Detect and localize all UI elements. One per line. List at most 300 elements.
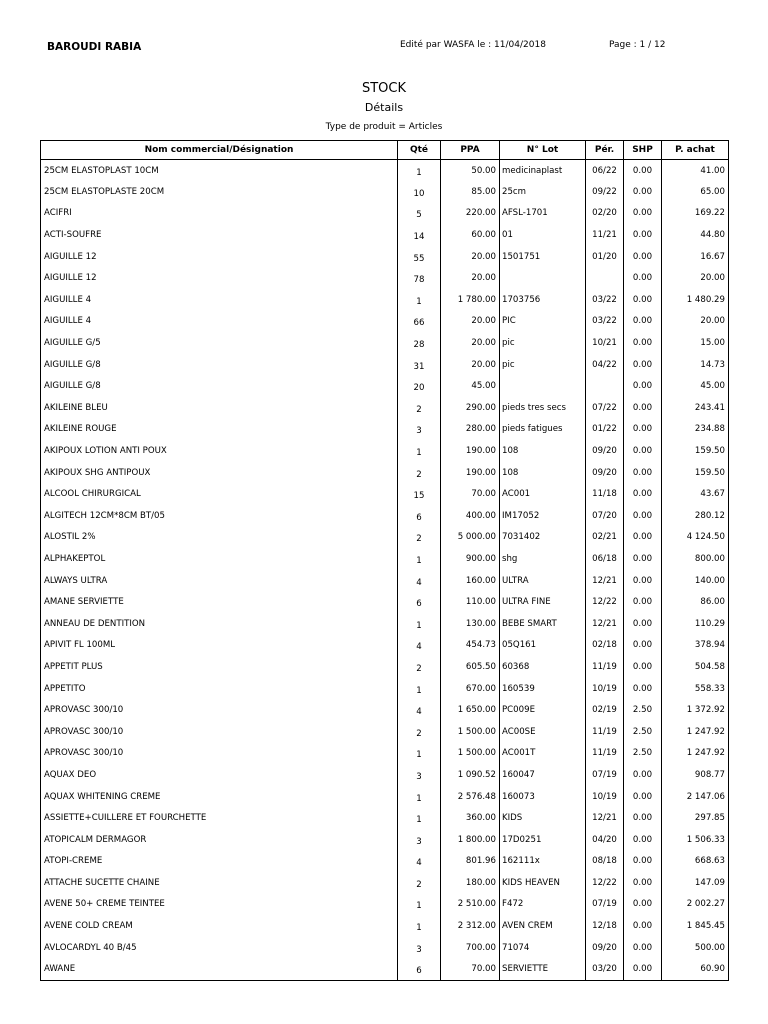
cell-lot: 1703756 (500, 289, 586, 311)
cell-name: AMANE SERVIETTE (41, 591, 398, 613)
cell-qte: 55 (398, 246, 441, 268)
cell-shp: 0.00 (624, 440, 662, 462)
cell-pachat: 2 002.27 (662, 894, 729, 916)
col-header-per: Pér. (586, 141, 624, 160)
table-row (41, 311, 729, 333)
table-row (41, 462, 729, 484)
table-row (41, 764, 729, 786)
cell-ppa: 400.00 (441, 505, 500, 527)
cell-ppa: 130.00 (441, 613, 500, 635)
cell-ppa: 220.00 (441, 203, 500, 225)
cell-ppa: 1 090.52 (441, 764, 500, 786)
table-row (41, 203, 729, 225)
col-header-pachat: P. achat (662, 141, 729, 160)
cell-ppa: 5 000.00 (441, 527, 500, 549)
cell-per: 12/21 (586, 807, 624, 829)
cell-per: 07/20 (586, 505, 624, 527)
cell-ppa: 1 800.00 (441, 829, 500, 851)
cell-per: 04/22 (586, 354, 624, 376)
table-row (41, 267, 729, 289)
table-row (41, 181, 729, 203)
cell-lot: pic (500, 354, 586, 376)
table-row (41, 872, 729, 894)
cell-qte: 20 (398, 375, 441, 397)
cell-qte: 78 (398, 267, 441, 289)
table-row (41, 375, 729, 397)
cell-per: 06/22 (586, 160, 624, 182)
cell-ppa: 1 500.00 (441, 743, 500, 765)
col-header-lot: N° Lot (500, 141, 586, 160)
cell-shp: 0.00 (624, 570, 662, 592)
cell-name: APROVASC 300/10 (41, 721, 398, 743)
cell-pachat: 500.00 (662, 937, 729, 959)
cell-per: 09/20 (586, 462, 624, 484)
cell-per: 10/21 (586, 332, 624, 354)
cell-per: 11/19 (586, 656, 624, 678)
cell-name: APPETITO (41, 678, 398, 700)
table-row (41, 829, 729, 851)
cell-ppa: 190.00 (441, 462, 500, 484)
cell-qte: 3 (398, 829, 441, 851)
cell-ppa: 20.00 (441, 311, 500, 333)
cell-shp: 0.00 (624, 267, 662, 289)
cell-name: ANNEAU DE DENTITION (41, 613, 398, 635)
table-row (41, 721, 729, 743)
cell-pachat: 159.50 (662, 440, 729, 462)
cell-shp: 0.00 (624, 591, 662, 613)
cell-pachat: 16.67 (662, 246, 729, 268)
cell-ppa: 700.00 (441, 937, 500, 959)
cell-shp: 0.00 (624, 397, 662, 419)
cell-lot: ULTRA FINE (500, 591, 586, 613)
cell-name: ASSIETTE+CUILLERE ET FOURCHETTE (41, 807, 398, 829)
cell-per: 06/18 (586, 548, 624, 570)
cell-per (586, 375, 624, 397)
cell-qte: 15 (398, 483, 441, 505)
cell-name: AQUAX DEO (41, 764, 398, 786)
cell-shp: 0.00 (624, 246, 662, 268)
cell-ppa: 1 500.00 (441, 721, 500, 743)
cell-name: AKILEINE BLEU (41, 397, 398, 419)
cell-per: 07/19 (586, 764, 624, 786)
cell-name: AKIPOUX LOTION ANTI POUX (41, 440, 398, 462)
table-row (41, 807, 729, 829)
cell-qte: 1 (398, 548, 441, 570)
cell-qte: 2 (398, 462, 441, 484)
cell-shp: 0.00 (624, 203, 662, 225)
cell-ppa: 290.00 (441, 397, 500, 419)
cell-name: APROVASC 300/10 (41, 699, 398, 721)
cell-name: AKIPOUX SHG ANTIPOUX (41, 462, 398, 484)
cell-shp: 0.00 (624, 181, 662, 203)
table-row (41, 851, 729, 873)
cell-name: ALPHAKEPTOL (41, 548, 398, 570)
cell-qte: 6 (398, 958, 441, 980)
cell-ppa: 160.00 (441, 570, 500, 592)
cell-pachat: 86.00 (662, 591, 729, 613)
cell-ppa: 20.00 (441, 332, 500, 354)
cell-ppa: 900.00 (441, 548, 500, 570)
cell-shp: 0.00 (624, 851, 662, 873)
cell-lot: medicinaplast (500, 160, 586, 182)
cell-per: 01/22 (586, 419, 624, 441)
cell-ppa: 2 312.00 (441, 915, 500, 937)
cell-lot: KIDS HEAVEN (500, 872, 586, 894)
cell-ppa: 190.00 (441, 440, 500, 462)
cell-shp: 0.00 (624, 872, 662, 894)
cell-pachat: 668.63 (662, 851, 729, 873)
cell-lot: BEBE SMART (500, 613, 586, 635)
cell-shp: 0.00 (624, 505, 662, 527)
cell-shp: 0.00 (624, 462, 662, 484)
cell-per: 11/18 (586, 483, 624, 505)
cell-shp: 2.50 (624, 721, 662, 743)
cell-name: AIGUILLE 4 (41, 289, 398, 311)
cell-qte: 2 (398, 527, 441, 549)
cell-ppa: 50.00 (441, 160, 500, 182)
cell-shp: 0.00 (624, 807, 662, 829)
cell-pachat: 45.00 (662, 375, 729, 397)
cell-qte: 1 (398, 786, 441, 808)
cell-name: ACTI-SOUFRE (41, 224, 398, 246)
cell-qte: 3 (398, 764, 441, 786)
cell-pachat: 14.73 (662, 354, 729, 376)
cell-ppa: 801.96 (441, 851, 500, 873)
cell-qte: 1 (398, 894, 441, 916)
table-row (41, 354, 729, 376)
cell-pachat: 1 506.33 (662, 829, 729, 851)
cell-lot: 7031402 (500, 527, 586, 549)
table-row (41, 613, 729, 635)
cell-shp: 0.00 (624, 311, 662, 333)
cell-pachat: 20.00 (662, 311, 729, 333)
cell-lot: 25cm (500, 181, 586, 203)
cell-per: 08/18 (586, 851, 624, 873)
cell-pachat: 234.88 (662, 419, 729, 441)
cell-qte: 1 (398, 160, 441, 182)
cell-lot: 1501751 (500, 246, 586, 268)
table-row (41, 419, 729, 441)
table-row (41, 915, 729, 937)
table-row (41, 937, 729, 959)
cell-pachat: 1 372.92 (662, 699, 729, 721)
cell-name: AIGUILLE 4 (41, 311, 398, 333)
cell-ppa: 180.00 (441, 872, 500, 894)
cell-ppa: 1 780.00 (441, 289, 500, 311)
cell-lot: F472 (500, 894, 586, 916)
cell-per: 02/21 (586, 527, 624, 549)
cell-qte: 4 (398, 851, 441, 873)
cell-ppa: 60.00 (441, 224, 500, 246)
cell-name: 25CM ELASTOPLASTE 20CM (41, 181, 398, 203)
cell-qte: 2 (398, 656, 441, 678)
cell-shp: 0.00 (624, 375, 662, 397)
cell-name: AVENE 50+ CREME TEINTEE (41, 894, 398, 916)
cell-shp: 0.00 (624, 224, 662, 246)
cell-lot: AC001T (500, 743, 586, 765)
cell-pachat: 280.12 (662, 505, 729, 527)
cell-lot: 01 (500, 224, 586, 246)
cell-ppa: 605.50 (441, 656, 500, 678)
cell-lot: 160047 (500, 764, 586, 786)
cell-shp: 0.00 (624, 915, 662, 937)
cell-shp: 0.00 (624, 419, 662, 441)
cell-lot: 60368 (500, 656, 586, 678)
cell-pachat: 4 124.50 (662, 527, 729, 549)
cell-name: ALOSTIL 2% (41, 527, 398, 549)
cell-pachat: 2 147.06 (662, 786, 729, 808)
cell-lot: IM17052 (500, 505, 586, 527)
cell-pachat: 60.90 (662, 958, 729, 980)
col-header-shp: SHP (624, 141, 662, 160)
cell-shp: 0.00 (624, 160, 662, 182)
cell-ppa: 2 576.48 (441, 786, 500, 808)
cell-per: 03/22 (586, 289, 624, 311)
cell-per: 07/22 (586, 397, 624, 419)
cell-pachat: 243.41 (662, 397, 729, 419)
table-row (41, 160, 729, 182)
cell-pachat: 147.09 (662, 872, 729, 894)
cell-shp: 0.00 (624, 786, 662, 808)
cell-name: AIGUILLE G/8 (41, 354, 398, 376)
cell-shp: 0.00 (624, 894, 662, 916)
cell-pachat: 1 247.92 (662, 743, 729, 765)
cell-ppa: 20.00 (441, 267, 500, 289)
cell-qte: 5 (398, 203, 441, 225)
cell-lot: pieds fatigues (500, 419, 586, 441)
cell-per: 04/20 (586, 829, 624, 851)
cell-qte: 3 (398, 937, 441, 959)
cell-lot: 108 (500, 462, 586, 484)
cell-qte: 1 (398, 743, 441, 765)
table-row (41, 678, 729, 700)
cell-shp: 0.00 (624, 354, 662, 376)
cell-lot: AVEN CREM (500, 915, 586, 937)
cell-lot: AC001 (500, 483, 586, 505)
cell-ppa: 85.00 (441, 181, 500, 203)
cell-pachat: 1 247.92 (662, 721, 729, 743)
cell-lot: SERVIETTE (500, 958, 586, 980)
cell-pachat: 110.29 (662, 613, 729, 635)
cell-pachat: 297.85 (662, 807, 729, 829)
cell-ppa: 110.00 (441, 591, 500, 613)
cell-name: AKILEINE ROUGE (41, 419, 398, 441)
cell-name: AIGUILLE G/5 (41, 332, 398, 354)
report-filter: Type de produit = Articles (325, 122, 443, 132)
report-subtitle: Détails (364, 101, 404, 114)
cell-lot: 162111x (500, 851, 586, 873)
cell-per: 10/19 (586, 678, 624, 700)
col-header-qte: Qté (398, 141, 441, 160)
cell-qte: 1 (398, 613, 441, 635)
cell-qte: 1 (398, 678, 441, 700)
cell-pachat: 65.00 (662, 181, 729, 203)
table-row (41, 656, 729, 678)
cell-pachat: 20.00 (662, 267, 729, 289)
col-header-name: Nom commercial/Désignation (41, 141, 398, 160)
table-row (41, 440, 729, 462)
cell-ppa: 45.00 (441, 375, 500, 397)
cell-qte: 1 (398, 440, 441, 462)
cell-ppa: 70.00 (441, 483, 500, 505)
cell-qte: 6 (398, 505, 441, 527)
table-row (41, 397, 729, 419)
cell-per: 12/22 (586, 591, 624, 613)
cell-per: 01/20 (586, 246, 624, 268)
cell-shp: 0.00 (624, 483, 662, 505)
cell-qte: 4 (398, 635, 441, 657)
cell-pachat: 378.94 (662, 635, 729, 657)
cell-shp: 0.00 (624, 829, 662, 851)
cell-per: 12/21 (586, 570, 624, 592)
cell-lot: ULTRA (500, 570, 586, 592)
cell-qte: 2 (398, 721, 441, 743)
cell-name: ATOPI-CREME (41, 851, 398, 873)
cell-ppa: 1 650.00 (441, 699, 500, 721)
cell-ppa: 454.73 (441, 635, 500, 657)
cell-qte: 3 (398, 419, 441, 441)
cell-lot: 71074 (500, 937, 586, 959)
table-row (41, 505, 729, 527)
cell-shp: 0.00 (624, 289, 662, 311)
cell-per: 02/19 (586, 699, 624, 721)
cell-qte: 6 (398, 591, 441, 613)
table-row (41, 591, 729, 613)
cell-qte: 28 (398, 332, 441, 354)
cell-per: 02/20 (586, 203, 624, 225)
cell-lot: PC009E (500, 699, 586, 721)
cell-pachat: 15.00 (662, 332, 729, 354)
cell-lot: AC00SE (500, 721, 586, 743)
cell-qte: 66 (398, 311, 441, 333)
cell-shp: 0.00 (624, 613, 662, 635)
cell-pachat: 140.00 (662, 570, 729, 592)
cell-shp: 0.00 (624, 656, 662, 678)
table-row (41, 958, 729, 980)
cell-name: AIGUILLE G/8 (41, 375, 398, 397)
edited-by: Edité par WASFA le : 11/04/2018 (400, 40, 546, 50)
cell-lot: AFSL-1701 (500, 203, 586, 225)
cell-per: 12/18 (586, 915, 624, 937)
cell-name: 25CM ELASTOPLAST 10CM (41, 160, 398, 182)
cell-name: AVLOCARDYL 40 B/45 (41, 937, 398, 959)
cell-pachat: 1 845.45 (662, 915, 729, 937)
table-row (41, 570, 729, 592)
cell-lot: pieds tres secs (500, 397, 586, 419)
cell-name: APPETIT PLUS (41, 656, 398, 678)
cell-name: AIGUILLE 12 (41, 246, 398, 268)
cell-pachat: 44.80 (662, 224, 729, 246)
table-header-row (41, 141, 729, 160)
cell-qte: 1 (398, 915, 441, 937)
cell-lot: KIDS (500, 807, 586, 829)
cell-name: AIGUILLE 12 (41, 267, 398, 289)
cell-per: 09/20 (586, 440, 624, 462)
cell-name: ALWAYS ULTRA (41, 570, 398, 592)
cell-lot: 17D0251 (500, 829, 586, 851)
table-row (41, 548, 729, 570)
table-row (41, 635, 729, 657)
cell-per: 11/19 (586, 721, 624, 743)
cell-per: 12/21 (586, 613, 624, 635)
table-row (41, 894, 729, 916)
cell-name: ATTACHE SUCETTE CHAINE (41, 872, 398, 894)
table-row (41, 224, 729, 246)
cell-lot (500, 375, 586, 397)
cell-shp: 0.00 (624, 678, 662, 700)
cell-lot: 160073 (500, 786, 586, 808)
cell-name: ALCOOL CHIRURGICAL (41, 483, 398, 505)
cell-name: APROVASC 300/10 (41, 743, 398, 765)
cell-per: 10/19 (586, 786, 624, 808)
cell-pachat: 41.00 (662, 160, 729, 182)
cell-shp: 0.00 (624, 548, 662, 570)
cell-per: 02/18 (586, 635, 624, 657)
report-title: STOCK (361, 81, 407, 96)
cell-name: APIVIT FL 100ML (41, 635, 398, 657)
cell-per: 12/22 (586, 872, 624, 894)
cell-shp: 2.50 (624, 743, 662, 765)
cell-name: ALGITECH 12CM*8CM BT/05 (41, 505, 398, 527)
cell-per: 11/21 (586, 224, 624, 246)
cell-lot: 160539 (500, 678, 586, 700)
cell-ppa: 360.00 (441, 807, 500, 829)
cell-qte: 4 (398, 570, 441, 592)
table-row (41, 527, 729, 549)
table-row (41, 483, 729, 505)
cell-pachat: 43.67 (662, 483, 729, 505)
cell-pachat: 558.33 (662, 678, 729, 700)
cell-per: 07/19 (586, 894, 624, 916)
cell-ppa: 670.00 (441, 678, 500, 700)
cell-qte: 10 (398, 181, 441, 203)
col-header-ppa: PPA (441, 141, 500, 160)
cell-shp: 0.00 (624, 332, 662, 354)
cell-qte: 2 (398, 397, 441, 419)
cell-qte: 1 (398, 807, 441, 829)
cell-qte: 1 (398, 289, 441, 311)
cell-pachat: 169.22 (662, 203, 729, 225)
cell-lot: shg (500, 548, 586, 570)
cell-name: ATOPICALM DERMAGOR (41, 829, 398, 851)
cell-lot: PIC (500, 311, 586, 333)
cell-shp: 0.00 (624, 764, 662, 786)
table-row (41, 246, 729, 268)
cell-name: AVENE COLD CREAM (41, 915, 398, 937)
cell-pachat: 908.77 (662, 764, 729, 786)
cell-ppa: 20.00 (441, 246, 500, 268)
table-row (41, 332, 729, 354)
cell-per (586, 267, 624, 289)
cell-qte: 2 (398, 872, 441, 894)
cell-per: 03/20 (586, 958, 624, 980)
cell-pachat: 800.00 (662, 548, 729, 570)
cell-shp: 0.00 (624, 527, 662, 549)
table-row (41, 699, 729, 721)
cell-shp: 0.00 (624, 937, 662, 959)
table-row (41, 743, 729, 765)
cell-ppa: 280.00 (441, 419, 500, 441)
cell-per: 09/20 (586, 937, 624, 959)
stock-table (40, 140, 729, 981)
cell-per: 03/22 (586, 311, 624, 333)
table-row (41, 289, 729, 311)
cell-qte: 14 (398, 224, 441, 246)
cell-ppa: 70.00 (441, 958, 500, 980)
cell-ppa: 20.00 (441, 354, 500, 376)
cell-ppa: 2 510.00 (441, 894, 500, 916)
cell-name: ACIFRI (41, 203, 398, 225)
